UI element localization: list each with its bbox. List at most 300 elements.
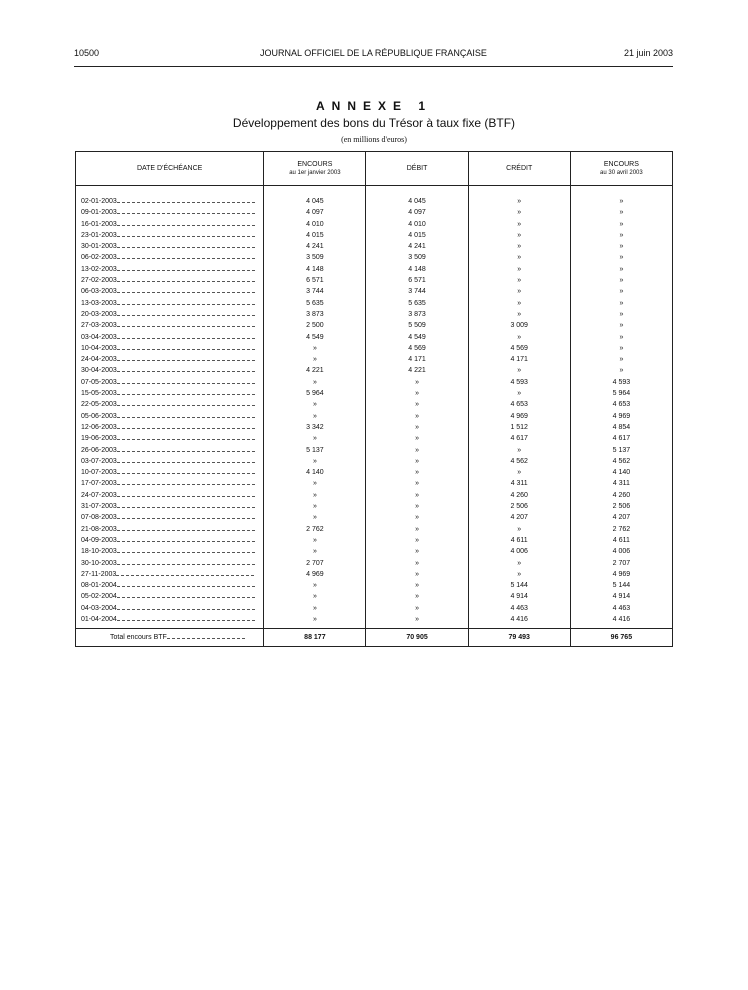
dot-leader [117,546,255,553]
credit-cell: » [468,445,570,456]
dot-leader [117,524,255,531]
table-row [76,275,673,286]
header-date: DATE D'ÉCHÉANCE [76,152,264,186]
encours-end-cell: » [570,309,672,320]
debit-cell: » [366,614,468,629]
encours-end-cell: 4 969 [570,411,672,422]
debit-cell: » [366,377,468,388]
maturity-date: 05-02-2004 [81,593,117,601]
credit-cell: 4 171 [468,354,570,365]
encours-end-cell: » [570,219,672,230]
date-cell [76,490,264,501]
credit-cell: » [468,241,570,252]
date-cell [76,524,264,535]
date-cell [76,512,264,523]
credit-cell: 4 653 [468,399,570,410]
dot-leader [117,309,255,316]
debit-cell: 4 045 [366,196,468,207]
dot-leader [117,388,255,395]
maturity-date: 03-07-2003 [81,457,117,465]
encours-end-cell: 4 207 [570,512,672,523]
encours-start-cell: 4 969 [264,569,366,580]
debit-cell: » [366,558,468,569]
debit-cell: » [366,433,468,444]
encours-start-cell: 4 015 [264,230,366,241]
document-subtitle: (en millions d'euros) [341,135,407,144]
credit-cell: 4 463 [468,603,570,614]
maturity-date: 02-01-2003 [81,198,117,205]
dot-leader [117,230,255,237]
table-row [76,388,673,399]
date-cell [76,614,264,629]
date-cell [76,298,264,309]
encours-end-cell: 5 137 [570,445,672,456]
credit-cell: 5 144 [468,580,570,591]
credit-cell: 3 009 [468,320,570,331]
maturity-date: 20-03-2003 [81,310,117,318]
table-row [76,490,673,501]
maturity-date: 15-05-2003 [81,390,117,398]
debit-cell: » [366,445,468,456]
table-row [76,286,673,297]
date-cell [76,252,264,263]
maturity-date: 18-10-2003 [81,548,117,556]
credit-cell: 4 969 [468,411,570,422]
table-body [76,186,673,647]
table-row [76,309,673,320]
encours-start-cell: 2 500 [264,320,366,331]
maturity-date: 05-06-2003 [81,412,117,420]
dot-leader [117,445,255,452]
debit-cell: 4 097 [366,207,468,218]
table-row [76,501,673,512]
maturity-date: 24-07-2003 [81,491,117,499]
dot-leader [117,196,255,203]
table-row [76,230,673,241]
encours-start-cell: » [264,343,366,354]
maturity-date: 31-07-2003 [81,503,117,511]
encours-end-cell: 4 463 [570,603,672,614]
dot-leader [117,433,255,440]
encours-end-cell: » [570,275,672,286]
date-cell [76,388,264,399]
debit-cell: » [366,467,468,478]
table-row [76,478,673,489]
dot-leader [117,411,255,418]
date-cell [76,264,264,275]
total-encours-end: 96 765 [570,629,672,647]
table-row [76,411,673,422]
credit-cell: » [468,332,570,343]
total-row [76,629,673,647]
credit-cell: 2 506 [468,501,570,512]
maturity-date: 09-01-2003 [81,209,117,217]
page-number: 10500 [74,48,100,58]
maturity-date: 06-03-2003 [81,288,117,296]
maturity-date: 17-07-2003 [81,480,117,488]
encours-end-cell: 2 707 [570,558,672,569]
credit-cell: » [468,388,570,399]
encours-start-cell: » [264,411,366,422]
maturity-date: 21-08-2003 [81,525,117,533]
date-cell [76,422,264,433]
credit-cell: » [468,230,570,241]
encours-start-cell: 5 635 [264,298,366,309]
debit-cell: 4 010 [366,219,468,230]
dot-leader [117,275,255,282]
dot-leader [117,332,255,339]
dot-leader [117,399,255,406]
table-row [76,399,673,410]
maturity-date: 01-04-2004 [81,615,117,623]
table-row [76,241,673,252]
document-title: Développement des bons du Trésor à taux fixe (BTF) [232,116,516,130]
encours-end-cell: » [570,365,672,376]
date-cell [76,535,264,546]
maturity-date: 04-09-2003 [81,536,117,544]
encours-start-cell: 2 762 [264,524,366,535]
encours-end-cell: » [570,207,672,218]
encours-end-cell: 4 006 [570,546,672,557]
publication-date: 21 juin 2003 [623,48,673,58]
encours-start-cell: » [264,603,366,614]
encours-start-cell: » [264,580,366,591]
debit-cell: 3 744 [366,286,468,297]
encours-end-cell: 4 260 [570,490,672,501]
table-row [76,524,673,535]
debit-cell: » [366,591,468,602]
credit-cell: 4 311 [468,478,570,489]
header-encours-end: ENCOURS au 30 avril 2003 [570,152,672,186]
debit-cell: » [366,580,468,591]
table-row [76,354,673,365]
encours-end-cell: 4 416 [570,614,672,629]
maturity-date: 19-06-2003 [81,435,117,443]
maturity-date: 26-06-2003 [81,446,117,454]
date-cell [76,207,264,218]
maturity-date: 22-05-2003 [81,401,117,409]
dot-leader [117,614,255,621]
table-row [76,603,673,614]
encours-end-cell: » [570,343,672,354]
encours-start-cell: » [264,535,366,546]
credit-cell: » [468,365,570,376]
dot-leader [117,490,255,497]
encours-end-cell: 4 311 [570,478,672,489]
encours-start-cell: 4 221 [264,365,366,376]
encours-end-cell: » [570,298,672,309]
debit-cell: 4 241 [366,241,468,252]
encours-start-cell: » [264,501,366,512]
date-cell [76,478,264,489]
encours-start-cell: 3 744 [264,286,366,297]
maturity-date: 30-04-2003 [81,367,117,375]
table-row [76,512,673,523]
credit-cell: 4 914 [468,591,570,602]
encours-start-cell: 5 137 [264,445,366,456]
date-cell [76,365,264,376]
debit-cell: » [366,535,468,546]
dot-leader [117,377,255,384]
header-rule [74,66,673,67]
maturity-date: 16-01-2003 [81,220,117,228]
table-row [76,365,673,376]
encours-start-cell: » [264,614,366,629]
date-cell [76,445,264,456]
encours-end-cell: 5 144 [570,580,672,591]
table-row [76,569,673,580]
encours-start-cell: » [264,399,366,410]
encours-end-cell: » [570,264,672,275]
encours-start-cell: 6 571 [264,275,366,286]
maturity-date: 04-03-2004 [81,604,117,612]
encours-end-cell: 4 854 [570,422,672,433]
date-cell [76,433,264,444]
encours-end-cell: 4 914 [570,591,672,602]
table-row [76,207,673,218]
date-cell [76,467,264,478]
debit-cell: » [366,524,468,535]
maturity-date: 27-03-2003 [81,322,117,330]
dot-leader [117,467,255,474]
debit-cell: 4 171 [366,354,468,365]
table-row [76,422,673,433]
encours-start-cell: » [264,433,366,444]
credit-cell: » [468,569,570,580]
dot-leader [117,501,255,508]
table-row [76,535,673,546]
table-row [76,591,673,602]
debit-cell: » [366,399,468,410]
encours-end-cell: 2 506 [570,501,672,512]
date-cell [76,230,264,241]
btf-table [75,151,673,647]
debit-cell: » [366,478,468,489]
table-row [76,558,673,569]
debit-cell: » [366,501,468,512]
debit-cell: 4 569 [366,343,468,354]
table-row [76,219,673,230]
encours-start-cell: 5 964 [264,388,366,399]
encours-end-cell: » [570,332,672,343]
debit-cell: 3 509 [366,252,468,263]
annex-label: ANNEXE 1 [315,99,433,113]
dot-leader [117,264,255,271]
debit-cell: 4 148 [366,264,468,275]
debit-cell: 6 571 [366,275,468,286]
encours-end-cell: » [570,241,672,252]
debit-cell: » [366,388,468,399]
date-cell [76,377,264,388]
date-cell [76,309,264,320]
credit-cell: 1 512 [468,422,570,433]
date-cell [76,580,264,591]
maturity-date: 10-04-2003 [81,344,117,352]
credit-cell: » [468,207,570,218]
credit-cell: 4 593 [468,377,570,388]
table-row [76,264,673,275]
header-debit: DÉBIT [366,152,468,186]
dot-leader [117,535,255,542]
date-cell [76,219,264,230]
encours-end-cell: 4 653 [570,399,672,410]
maturity-date: 07-08-2003 [81,514,117,522]
date-cell [76,569,264,580]
header-credit: CRÉDIT [468,152,570,186]
table-row [76,546,673,557]
table-row [76,343,673,354]
maturity-date: 27-11-2003 [81,570,117,578]
debit-cell: » [366,603,468,614]
encours-start-cell: » [264,377,366,388]
debit-cell: » [366,422,468,433]
dot-leader [117,580,255,587]
encours-end-cell: » [570,252,672,263]
total-label: Total encours BTF [76,629,264,647]
encours-start-cell: 4 241 [264,241,366,252]
debit-cell: » [366,456,468,467]
maturity-date: 12-06-2003 [81,423,117,431]
date-cell [76,241,264,252]
debit-cell: 4 221 [366,365,468,376]
date-cell [76,343,264,354]
total-credit: 79 493 [468,629,570,647]
encours-start-cell: 4 549 [264,332,366,343]
encours-start-cell: » [264,490,366,501]
dot-leader [117,478,255,485]
maturity-date: 24-04-2003 [81,356,117,364]
debit-cell: 4 549 [366,332,468,343]
credit-cell: » [468,467,570,478]
encours-end-cell: 4 617 [570,433,672,444]
encours-end-cell: 5 964 [570,388,672,399]
dot-leader [117,354,255,361]
total-debit: 70 905 [366,629,468,647]
credit-cell: » [468,264,570,275]
table-row [76,433,673,444]
encours-end-cell: 4 562 [570,456,672,467]
maturity-date: 27-02-2003 [81,277,117,285]
table-row [76,320,673,331]
maturity-date: 03-04-2003 [81,333,117,341]
credit-cell: 4 562 [468,456,570,467]
dot-leader [117,343,255,350]
maturity-date: 06-02-2003 [81,254,117,262]
encours-start-cell: 3 509 [264,252,366,263]
encours-start-cell: » [264,478,366,489]
encours-start-cell: 4 140 [264,467,366,478]
dot-leader [117,241,255,248]
encours-end-cell: » [570,320,672,331]
encours-start-cell: 4 010 [264,219,366,230]
maturity-date: 13-03-2003 [81,299,117,307]
date-cell [76,501,264,512]
dot-leader [117,422,255,429]
encours-start-cell: 3 873 [264,309,366,320]
encours-end-cell: » [570,230,672,241]
date-cell [76,275,264,286]
credit-cell: 4 569 [468,343,570,354]
encours-start-cell: 4 045 [264,196,366,207]
maturity-date: 07-05-2003 [81,378,117,386]
dot-leader [117,512,255,519]
encours-end-cell: 4 611 [570,535,672,546]
encours-end-cell: 4 969 [570,569,672,580]
credit-cell: » [468,275,570,286]
encours-end-cell: 4 140 [570,467,672,478]
debit-cell: 5 635 [366,298,468,309]
date-cell [76,196,264,207]
maturity-date: 23-01-2003 [81,231,117,239]
debit-cell: » [366,490,468,501]
table-row [76,377,673,388]
page-header [74,48,673,64]
debit-cell: 5 509 [366,320,468,331]
debit-cell: » [366,569,468,580]
date-cell [76,558,264,569]
dot-leader [117,320,255,327]
dot-leader [117,558,255,565]
credit-cell: » [468,558,570,569]
date-cell [76,603,264,614]
table-row [76,196,673,207]
date-cell [76,354,264,365]
credit-cell: 4 260 [468,490,570,501]
table-row [76,456,673,467]
total-encours-start: 88 177 [264,629,366,647]
date-cell [76,320,264,331]
credit-cell: » [468,524,570,535]
debit-cell: 4 015 [366,230,468,241]
debit-cell: » [366,411,468,422]
encours-start-cell: » [264,512,366,523]
encours-end-cell: 2 762 [570,524,672,535]
dot-leader [117,207,255,214]
credit-cell: » [468,286,570,297]
maturity-date: 08-01-2004 [81,582,117,590]
maturity-date: 10-07-2003 [81,469,117,477]
encours-start-cell: 2 707 [264,558,366,569]
date-cell [76,332,264,343]
maturity-date: 13-02-2003 [81,265,117,273]
table-row [76,298,673,309]
credit-cell: 4 617 [468,433,570,444]
encours-end-cell: 4 593 [570,377,672,388]
table-row [76,580,673,591]
table-row [76,467,673,478]
dot-leader [117,365,255,372]
encours-start-cell: 3 342 [264,422,366,433]
date-cell [76,399,264,410]
date-cell [76,411,264,422]
encours-start-cell: 4 148 [264,264,366,275]
dot-leader [117,591,255,598]
credit-cell: » [468,298,570,309]
debit-cell: 3 873 [366,309,468,320]
table-row [76,332,673,343]
encours-end-cell: » [570,196,672,207]
dot-leader [117,456,255,463]
encours-start-cell: » [264,354,366,365]
header-encours-start: ENCOURS au 1er janvier 2003 [264,152,366,186]
encours-end-cell: » [570,354,672,365]
date-cell [76,591,264,602]
dot-leader [116,569,254,576]
journal-title: JOURNAL OFFICIEL DE LA RÉPUBLIQUE FRANÇAISE [260,48,487,58]
credit-cell: » [468,309,570,320]
maturity-date: 30-10-2003 [81,559,117,567]
encours-end-cell: » [570,286,672,297]
